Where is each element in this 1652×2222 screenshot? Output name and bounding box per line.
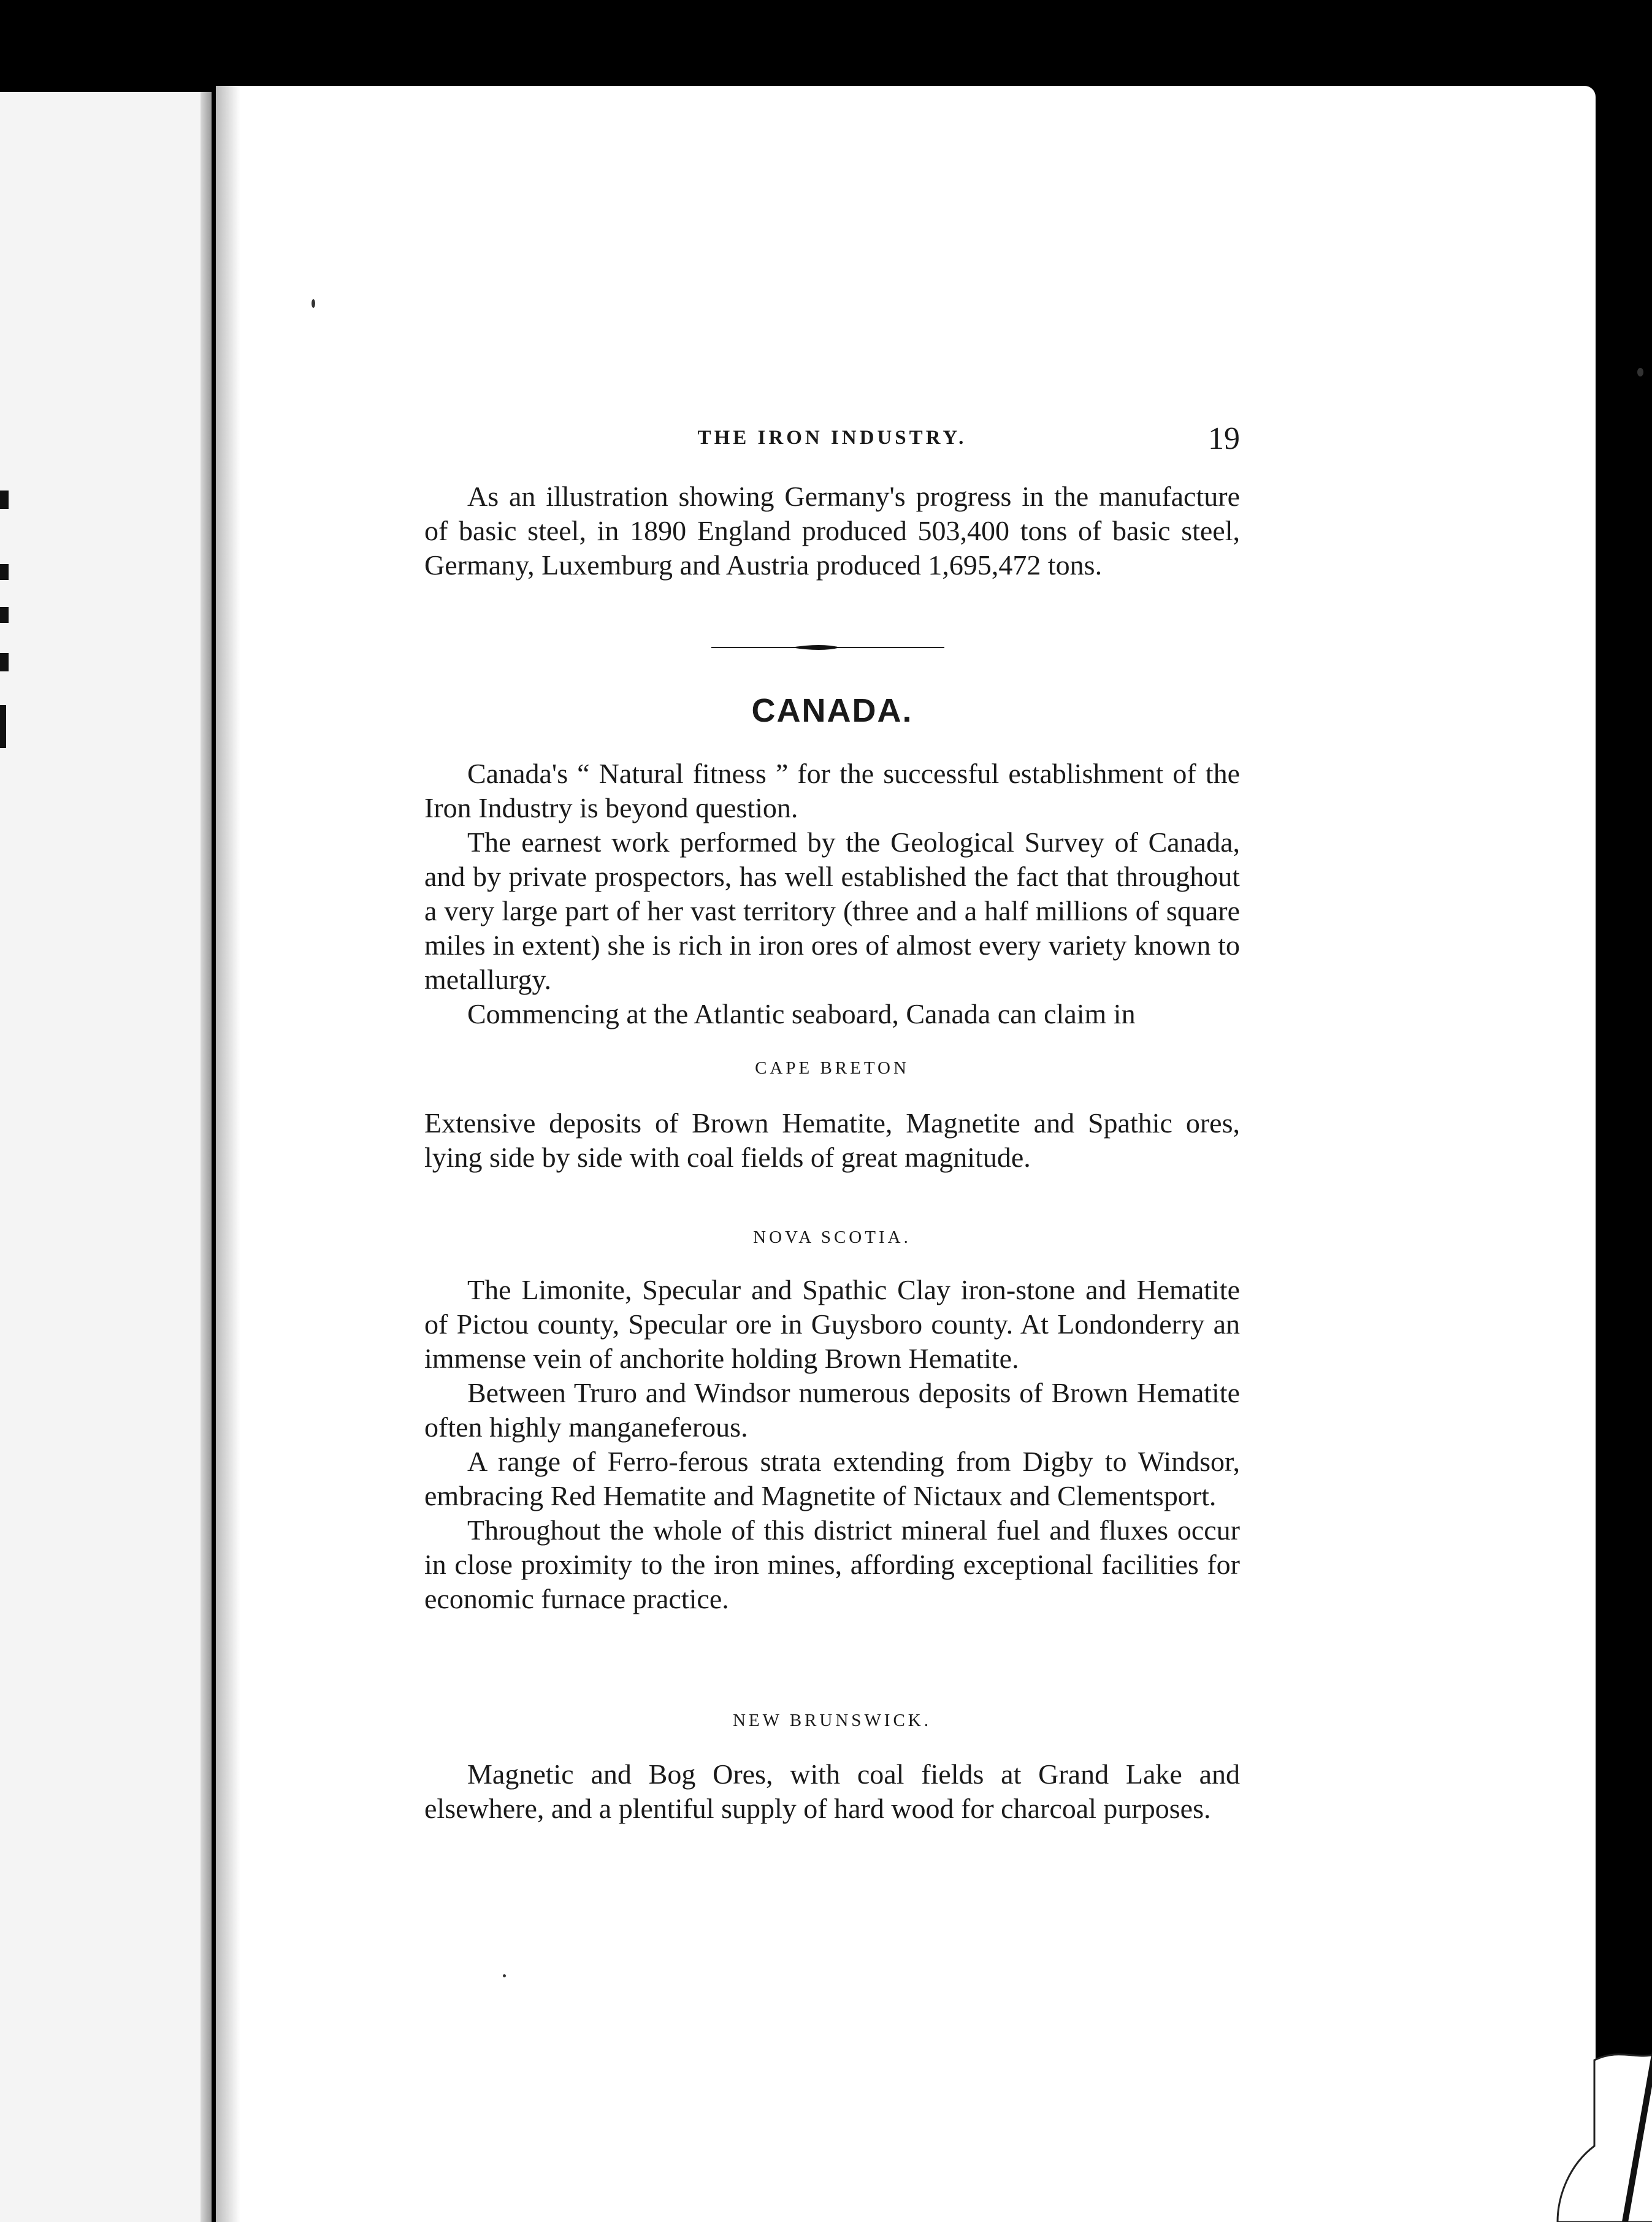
page-number: 19: [1208, 421, 1240, 456]
nova-scotia-block: [424, 1273, 1240, 1616]
scan-speck: [312, 299, 315, 308]
nova-scotia-paragraph: A range of Ferro-ferous strata extending from Digby to Windsor, embracing Red Hematite and Magnetite of Nictaux and Clementsport.: [424, 1446, 1240, 1511]
cape-breton-paragraph: Extensive deposits of Brown Hematite, Magnetite and Spathic ores, lying side by side with coal fields of great magnitude.: [424, 1107, 1240, 1173]
scan-speck: [1637, 368, 1643, 376]
subhead-cape-breton: CAPE BRETON: [755, 1058, 909, 1078]
running-head: THE IRON INDUSTRY.: [697, 427, 967, 449]
nova-scotia-paragraph: Between Truro and Windsor numerous deposits of Brown Hematite often highly manganeferous.: [424, 1377, 1240, 1443]
canada-paragraph: Canada's “ Natural fitness ” for the successful establishment of the Iron Industry is beyond question.: [424, 758, 1240, 823]
scan-speck: [503, 1974, 506, 1977]
cape-breton-block: [424, 1106, 1240, 1175]
subhead-nova-scotia: NOVA SCOTIA.: [753, 1227, 911, 1247]
section-title: CANADA.: [751, 692, 913, 729]
ink-fragment: [0, 564, 9, 580]
book-gutter: [201, 92, 212, 2222]
new-brunswick-block: [424, 1757, 1240, 1826]
intro-paragraph: As an illustration showing Germany's progress in the manufacture of basic steel, in 1890 England produced 503,400 tons of basic steel, Germany, Luxemburg and Austria produced 1,695,472 tons.: [424, 481, 1240, 581]
facing-page-edge: [0, 92, 212, 2222]
canada-paragraph: The earnest work performed by the Geological Survey of Canada, and by private prospectors, has well established the fact that throughout a very large part of her vast territory (three and a half millions of square miles in extent) she is rich in iron ores of almost every variety known to metallurgy.: [424, 827, 1240, 995]
ink-fragment: [0, 607, 9, 623]
page-shadow: [216, 86, 240, 2222]
ink-fragment: [0, 705, 6, 748]
new-brunswick-paragraph: Magnetic and Bog Ores, with coal fields at Grand Lake and elsewhere, and a plentiful supply of hard wood for charcoal purposes.: [424, 1758, 1240, 1824]
page-header: [424, 421, 1240, 464]
subhead-new-brunswick: NEW BRUNSWICK.: [732, 1711, 932, 1730]
canada-paragraph: Commencing at the Atlantic seaboard, Canada can claim in: [467, 998, 1136, 1029]
canada-block: [424, 757, 1240, 1031]
intro-block: [424, 479, 1240, 582]
nova-scotia-paragraph: Throughout the whole of this district mineral fuel and fluxes occur in close proximity to the iron mines, affording exceptional facilities for economic furnace practice.: [424, 1514, 1240, 1614]
ink-fragment: [0, 653, 9, 671]
ornamental-divider: [711, 641, 944, 654]
nova-scotia-paragraph: The Limonite, Specular and Spathic Clay iron-stone and Hematite of Pictou county, Specular ore in Guysboro county. At Londonderry an immense vein of anchorite holding Brown Hematite.: [424, 1274, 1240, 1374]
page-corner-curl: [1533, 2023, 1652, 2222]
ink-fragment: [0, 491, 9, 509]
